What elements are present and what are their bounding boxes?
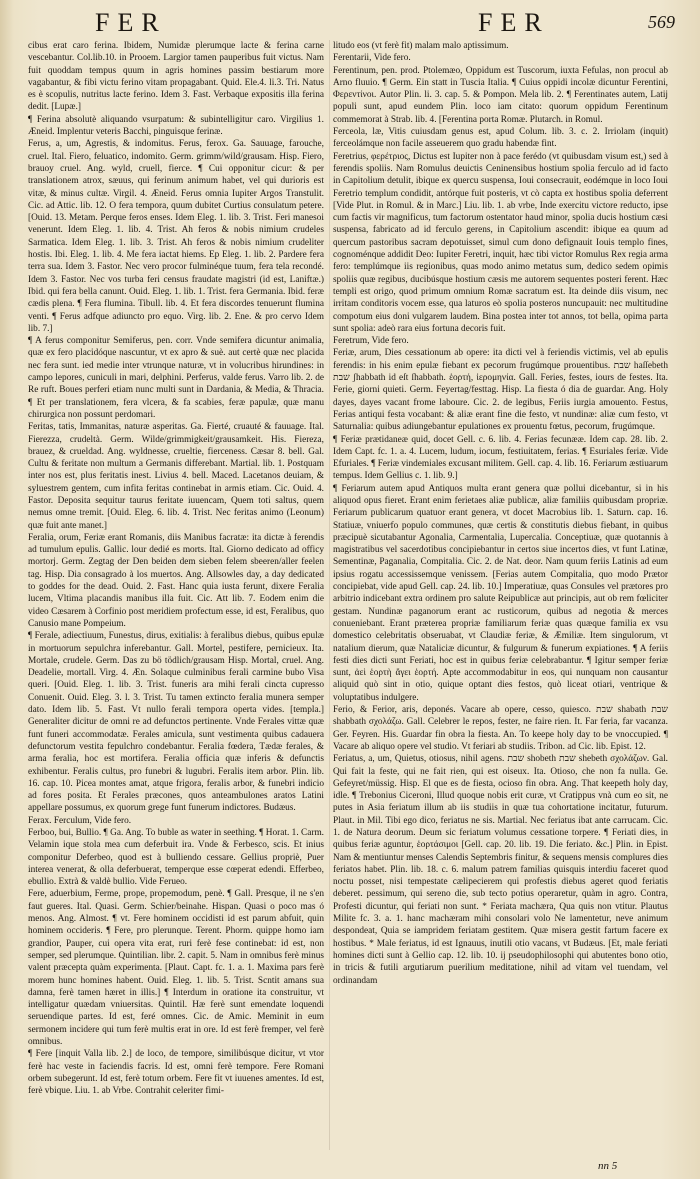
- page-number: 569: [648, 12, 675, 32]
- left-column: [28, 40, 324, 1160]
- dictionary-entry: Ferus, a, um, Agrestis, & indomitus. Ferus, ferox. Ga. Sauuage, farouche, cruel. Ital. Fiero, feluatico, indomito. Germ. grimm/wild/grausam. Hisp. Fiero, brauoy cruel. Ang. wyld, cruell, fierce. ¶ Cui opponitur cicur: & per translationem atrox, sæuus, qui ferinum animum habet, vel qui durioris est vitæ, & minus cultæ. Virgil. 4. Æneid. Ferus omnia Iupiter Argos Transtulit. Cic. ad Attic. lib. 12. O fera tempora, quum dubitet Curtius consulatum petere. [Ouid. 13. Metam. Perque feros enses. Idem Eleg. 1. lib. 3. Trist. Feri manesoi venerunt. Idem Eleg. 1. lib. 4. Trist. Ah feros & nobis nimium crudeles Sarmatica. Idem Eleg. 1. lib. 3. Trist. Ah feros & nobis nimium crudeliter hostis. Ibi. Eleg. 1. lib. 4. Me fera iactat hiems. Ep Eleg. 1. lib. 2. Pardere fera terra sua. Idem 3. Fastor. Nec vero procor fulminéque tuum, fera tela recondé. Idem 3. Fastor. Nec vos turba feri census fraudate magistri (id est, Laniftæ.) Ibid. qui fera bella canunt. Ouid. Eleg. 1. lib. 1. Trist. fera Germania. Ibid. feræ cædis plena. ¶ Fera flumina. Tibull. lib. 4. Et fera discordes tenuerunt flumina venti. ¶ Ferus adfque adiuncto pro equo. Virg. lib. 2. Ene. & pro cervo Idem lib. 7.]: [28, 139, 324, 334]
- column-divider: [329, 40, 330, 1150]
- dictionary-entry: litudo eos (vt ferè fit) malam malo aptissimum.: [333, 41, 509, 51]
- dictionary-entry: ¶ Fere [inquit Valla lib. 2.] de loco, de tempore, similibúsque dicitur, vt vtor ferè hac veste in faciendis facris. Id est, omni ferè tempore. Fere Romani orbem subegerunt. Id est, ferè totum orbem. Fere fit vt iuuenes amentes. Id est, ferè vbique. Liu. 1. ab Vrbe. Contrahit celeriter fimi-: [28, 1049, 324, 1097]
- dictionary-entry: ¶ Feriæ prætidaneæ quid, docet Gell. c. 6. lib. 4. Ferias fecunææ. Idem cap. 28. lib. 2. Idem Capt. fc. 1. a. 4. Lucem, ludum, iocum, festiuitatem, ferias. ¶ Esuriales feriæ. Vide Efuriales. ¶ Feriæ vindemiales excusant militem. Gell. cap. 4. lib. 16. Feriarum æstiuarum tempus. Idem Gellius c. 1. lib. 9.]: [333, 434, 668, 482]
- dictionary-entry: Feralia, orum, Feriæ erant Romanis, diis Manibus facratæ: ita dictæ à ferendis ad tumulum epulis. Gallic. lour dedié es morts. Ital. Giorno dedicato ad officy mortorj. Germ. Zegtag der Den beiden dem sieben felem sbeeren/aller feelen tag. Hisp. Dia consagrado à los muertos. Ang. Allsowles day, a day dedicated to goddes for the dead. Ouid. 2. Fast. Hanc quia iusta ferunt, dixere Feralia lucem, Vltima placandis manibus illa fuit. Cic. Att lib. 7. Eodem enim die video Cæsarem à Corfinio post meridiem profectum esse, id est, Feralibus, quo Canusio mane Pompeium.: [28, 532, 324, 629]
- dictionary-entry: ¶ Ferina absolutè aliquando vsurpatum: & subintelligitur caro. Virgilius 1. Æneid. Implentur veteris Bacchi, pinguisque ferinæ.: [28, 114, 324, 138]
- running-header: [0, 6, 700, 37]
- dictionary-entry: Ferboo, bui, Bullio. ¶ Ga. Ang. To buble as water in seething. ¶ Horat. 1. Carm. Velamin ique stola mea cum deferbuit ira. Vnde & Ferbesco, scis. Et inius componitur Deferbeo, quod est à bulliendo cessare. Gellius propriè, Puer interea venerat, & olla deferbuerat, temperque esse cœperat edendi. Efferbeo, ebullio. Extrà & valdè bullio. Vide Ferueo.: [28, 828, 324, 888]
- right-column: [333, 40, 668, 1160]
- dictionary-entry: Feritas, tatis, Immanitas, naturæ asperitas. Ga. Fierté, cruauté & fauuage. Ital. Fierezza, crudeltà. Germ. Wilde/grimmigkeit/grausamkeit. His. Fiereza, brauez, & crueldad. Ang. wyldnesse, crueltie, fierceness. Cæsar 8. bell. Gal. Cultu & feritate non multum a Germanis differebant. Martial. lib. 1. Postquam inter nos est, plus feritatis inest. Livius 4. bell. Maced. Lacetanos deuiam, & syluestrem gentem, cum infita feritas continebat in armis etiam. Cic. Ouid. 4. Fastor. Deposita sequitur taurus feritate iuuencam, Quem toti saltus, quem nemus omne tremit. [Ouid. Eleg. 6. lib. 4. Trist. Nec feritas animo (Leonum) quæ fuit ante manet.]: [28, 422, 324, 531]
- dictionary-entry: Feriatus, a, um, Quietus, otiosus, nihil agens. שבת shobeth שבת shebeth σχολάζων. Gal. Qui fait la feste, qui ne fait rien, qui est oiseux. Ita. Otioso, che non fa nulla. Ge. Gefeyret/müssig. Hisp. El que es de fiesta, ocioso fin obra. Ang. That keepeth holy day, idle. ¶ Trebonius Ciceroni, Illud quoque nobis erit curæ, vt Cratippus vnà cum eo sit, ne putes in Asia feriatum illum ab iis studiis in quæ tua cohortatione incitatur, futurum. Plaut. in Mil. Tibi ego dico, feriatus ne sis. Martial. Nec feriatus ibat ante carrucam. Cic. 1. de Natura deorum. Deum sic feriatum volumus cessatione torpere. ¶ Feriati dies, in quibus feriæ aguntur, ἑορτάσιμοι [Gell. cap. 20. lib. 19. Die feriato. &c.] Plin. in Epist. Nam & mentiuntur menses Calendis Septembris finitur, & sequens mensis complures dies feriatos habet. Plin. lib. 18. c. 6. malum patrem familias quisquis interdiu faceret quod noctu posset, nisi tempestate cælipecierem qui profestis diebus ageret quod feriatis deberet. pessimum, qui sereno die, sub tecto potius operaretur, quàm in agro. Contra, Profesti dicuntur, qui feriati non sunt. * Feriata machæra, Qua quis non vtitur. Plautus Milite fc. 3. a. 1. hanc machæram mihi consolari volo Ne lamentetur, neve animum despondeat, Quia se iampridem feriatam gestitem. Quæ misera gestit fartum facere ex hostibus. * Male feriatus, id est Ignauus, inutili otio vacans, vt Budæus. [Et, male feriati homines dicti sunt à Gellio cap. 12. lib. 10. ij pseudophilosophi qui abutentes bono otio, in tricis & futili argutiarum puerilium meditatione, nihil ad vitam vel tuendam, vel ordinandam: [333, 754, 668, 986]
- dictionary-entry: ¶ Ferale, adiectiuum, Funestus, dirus, exitialis: à feralibus diebus, quibus epulæ in mortuorum sepulchra inferebantur. Gall. Mortel, pestifere, pernicieux. Ita. Mortale, crudele. Germ. Das zu bö tödlich/grausam Hisp. Mortal, cruel. Ang. Deadelie, mortall. Virg. 4. Æn. Solaque culminibus ferali carmine bubo Visa queri. [Ouid. Eleg. 1. lib. 3. Trist. funeris ara mihi ferali cincta cupresso Conuenit. Ouid. Eleg. 3. l. 3. Trist. Tu tamen extincto feralia munera semper dato. Idem lib. 5. Fast. Vt nullo ferali tempora operta vides. [templa.] Generaliter dicitur de omni re ad defunctos pertinente. Vnde Ferales vittæ quæ funt funeri accommodatæ. Ferales amicula, sunt vestimenta quibus cadauera defunctorum vestita fepulchro condebantur. Feralia fœdera, Tædæ ferales, & arma feralia, hoc est mortifera. Feralia officia quæ inferis & defunctis exhibentur. Feralis cultus, pro funebri & lugubri. Feralis item arbor. Plin. lib. 16. cap. 10. Picea montes amat, atque frigora, feralis arbor, & funebri indicio ad fores posita. Et Ferales præcones, quos anteambulones aratos Latini appellare possumus, ex quorum grege funt funerum indictores. Budæus.: [28, 631, 324, 814]
- signature-mark: nn 5: [598, 1160, 618, 1172]
- dictionary-entry: ¶ A ferus componitur Semiferus, pen. corr. Vnde semifera dicuntur animalia, quæ ex fero placidóque nascuntur, vt ex apro & suè. aut certè quæ nec placida nec fera sunt. ied medie inter vtrunque naturæ, vt in volucribus hirundines: in campo lepores, cuniculi in mari, delphini. Perferus, valde ferus. Varro lib. 2. de Re ruft. Boues perferi etiam nunc multi sunt in Dardania, & Media, & Thracia. ¶ Et per translationem, fera vlcera, & fa scabies, feræ papulæ, quæ manu chirurgica non possunt perdomari.: [28, 336, 324, 420]
- dictionary-entry: Ferentinum, pen. prod. Ptolemæo, Oppidum est Tuscorum, iuxta Fefulas, non procul ab Arno fluuio. ¶ Germ. Ein statt in Tuscia Italia. ¶ Cuius oppidi incolæ dicuntur Ferentini, Φερεντίνοι. Autor Plin. li. 3. cap. 5. & Pompon. Mela lib. 2. ¶ Ferentinates autem, Latij populi sunt, apud eundem Plin. loco iam citato: quorum oppidum Ferentinum commemorat à Strab. lib. 4. [Ferentina porta Romæ. Plutarch. in Romul.: [333, 65, 668, 125]
- running-head-left: FER: [95, 8, 167, 37]
- dictionary-entry: Feriæ, arum, Dies cessationum ab opere: ita dicti vel à feriendis victimis, vel ab epulis ferendis: in his enim epulæ fiebant ex pecorum frugúmque prouentibus. שבת haſſebeth שבת ʃhabbath id eſt ſhabbath. ἑορτή, ἱερομηνία. Gall. Feries, festes, iours de festes. Ita. Ferie, giorni quieti. Germ. Feyertag/festtag. Hisp. La fiesta ó dia de guardar. Ang. Holy dayes, dayes vacant frome laboure. Cic. 2. de legibus, Feriis iurgia amouento. Festus, Ferias antiqui festa vocabant: & aliæ erant fine die festo, vt nundinæ: aliæ cum festo, vt Saturnalia: quibus adiungebantur epulationes ex prouentu fœtus, pecorum, frugúmque.: [333, 348, 668, 433]
- dictionary-entry: ¶ Feriarum autem apud Antiquos multa erant genera quæ pollui dicebantur, si in his aliquod opus fieret. Erant enim ferietaes aliæ publicæ, aliæ familiis quibusdam propriæ. Feriarum publicarum quatuor erant genera, vt docet Macrobius lib. 1. Saturn. cap. 16. Statiuæ, vniuerfo populo communes, quæ certis & constitutis diebus fiebant, in quibus præcipuè sicutabantur Agonalia, Carmentalia, Lupercalia. Conceptiuæ, quæ quotannis à magistratibus vel sacerdotibus concipiebantur in certos siue incertos dies, vt funt Latinæ, Sementinæ, Paganalia, Compitalia. Cic. 2. de Nat. deor. Nam quum feriis Latinis ad eum ipsius rogatu accessissemque venissem. [Ferias autem Compitalia, quo modo Prætor concipiebat, vide apud Gell. cap. 24. lib. 10.] Imperatiuæ, quas Consules vel prætores pro arbitrio indicebant extra ordinem pro salute Reipublicæ aut principis, aut ob rem fœliciter gestam. Nundinæ paganorum erant ac rusticorum, quibus ad negotia & merces conueniebant. Erant præterea propriæ familiarum feriæ quas quæque familia ex vsu domestico celebritatis obseruabat, vt Claudiæ feriæ, & Æmiliæ. Item singulorum, vt natalium dierum, quæ Nataliciæ dicuntur, & fulgurum & funerum expiationes. ¶ A feriis festi dies dicti sunt Feriati, hoc est in quibus feriæ celebrabantur. ¶ Igitur semper feriæ sunt, ἀεὶ ἑορτὴ ἄγει ἑορτή. Apte accommodabitur in eos, qui nunquam non causantur aliquid quò sint in otio, quique optant dies festos, quò liceat otiari, ventrique & voluptatibus indulgere.: [333, 483, 668, 703]
- dictionary-entry: Fere, aduerbium, Ferme, prope, propemodum, penè. ¶ Gall. Presque, il ne s'en faut gueres. Ital. Quasi. Germ. Schier/beinahe. Hispan. Quasi o poco mas ó menos. Ang. Almost. ¶ vt. Fere hominem occidisti id est parum abfuit, quin hominem occideris. ¶ Fere, pro plerunque. Terent. Phorm. quippe homo iam grandior, Pauper, cui opera vita erat, ruri ferè fese continebat: id est, non semper, sed plerumque. Quintilian. libr. 2. capit. 5. Nam in omnibus ferè minus valent præcepta quàm experimenta. [Plaut. Capt. fc. 1. a. 1. Maxima pars ferè morem hunc homines habent. Ouid. Eleg. 1. lib. 5. Trist. Scntit amans sua damna, ferè tamen hæret in illis.] ¶ Interdum in oratione ita construitur, vt intelligatur quædam vniuersitas. Quintil. Hæ ferè sunt emendate loquendi seruendique partes. Id est, feré omnes. Cic. de Amic. Meminit in eum sermonem incidere qui tum ferè multis erat in ore. Id est ferè fremper, vel ferè omnibus.: [28, 889, 324, 1048]
- dictionary-entry: Feretrum, Vide fero.: [333, 336, 409, 347]
- dictionary-entry: cibus erat caro ferina. Ibidem, Numidæ plerumque lacte & ferina carne vescebantur. Col.lib.10. in Prooem. Largior tamen pauperibus fuit victus. Nam fuit quoddam tempus quum in agris homines passim bestiarum more vagabantur, & fibi victu ferino vitam propagabant. Quid. Ele.4. li.3. Tri. Natus es è scopulis, nutritus lacte ferino. Idem 3. Fast. Verbaque expositis illa ferina dedit. [Lupæ.]: [28, 41, 324, 113]
- running-head-right: FER: [478, 8, 550, 37]
- dictionary-entry: Ferceola, læ, Vitis cuiusdam genus est, apud Colum. lib. 3. c. 2. Irriolam (inquit) ferceolámque non facile asseuerem quo gradu habendæ fint.: [333, 127, 668, 150]
- dictionary-entry: Ferentarii, Vide fero.: [333, 53, 411, 64]
- dictionary-entry: Ferax. Ferculum, Vide fero.: [28, 815, 132, 826]
- dictionary-entry: Ferio, & Ferior, aris, deponés. Vacare ab opere, cesso, quiesco. שבת shabath שבת shabbath σχολάζω. Gall. Celebrer le repos, fester, ne faire rien. It. Far feria, far vacanza. Ger. Feyren. His. Guardar fin obra la fiesta. An. To keepe holy day to be vnoccupied. ¶ Vacare ab aliquo opere vel studio. Vt feriari ab studiis. Tribon. ad Cic. lib. Epist. 12.: [333, 705, 668, 752]
- dictionary-entry: Feretrius, φερέτριος, Dictus est Iupiter non à pace ferédo (vt quibusdam visum est,) sed à ferendis spoliis. Nam Romulus deuictis Ceninensibus hostium spolia ferculo ad id facto in Capitolium detulit, ibique ex quercu suspensa, Ioui consecrauit, eodémque in loco Ioui Feretrio templum condidit, antórque fuit posteris, vt cò capta ex hostibus spolia deferrent [Vide Plut. in Romul. & in Marc.] Liu. lib. 1. ab vrbe, Inde exercitu victore reducto, ipse cum factis vir magnificus, tum factorum ostentator haud minor, spolia ducis hostium cæsi suspensa, fabricato ad id ferculo gerens, in Capitolium ascendit: ibique ea quum ad quercum pastoribus sacram depotuisset, simul cum dono defignauit Iouis templo fines, cognoménque addidit Deo: Iupiter Feretri, inquit, hæc tibi victor Romulus Rex regia arma fero: templúmque iis regionibus, quas modo animo metatus sum, dedico sedem opimis spoliis quæ regibus, ducibúsque hostium cæsis me autorem sequentes posteri ferent. Hæc templi est origo, quod primum omnium Romæ sacratum est. Ita deinde diis visum, nec irritam conditoris vocem esse, qua laturos eò spolia posteros nuncupauit: nec multitudine compotum eius doni vulgarem laudem. Bina postea inter tot annos, tot bella, opima parta sunt spolia: adeò rara eius fortuna decoris fuit.: [333, 151, 668, 334]
